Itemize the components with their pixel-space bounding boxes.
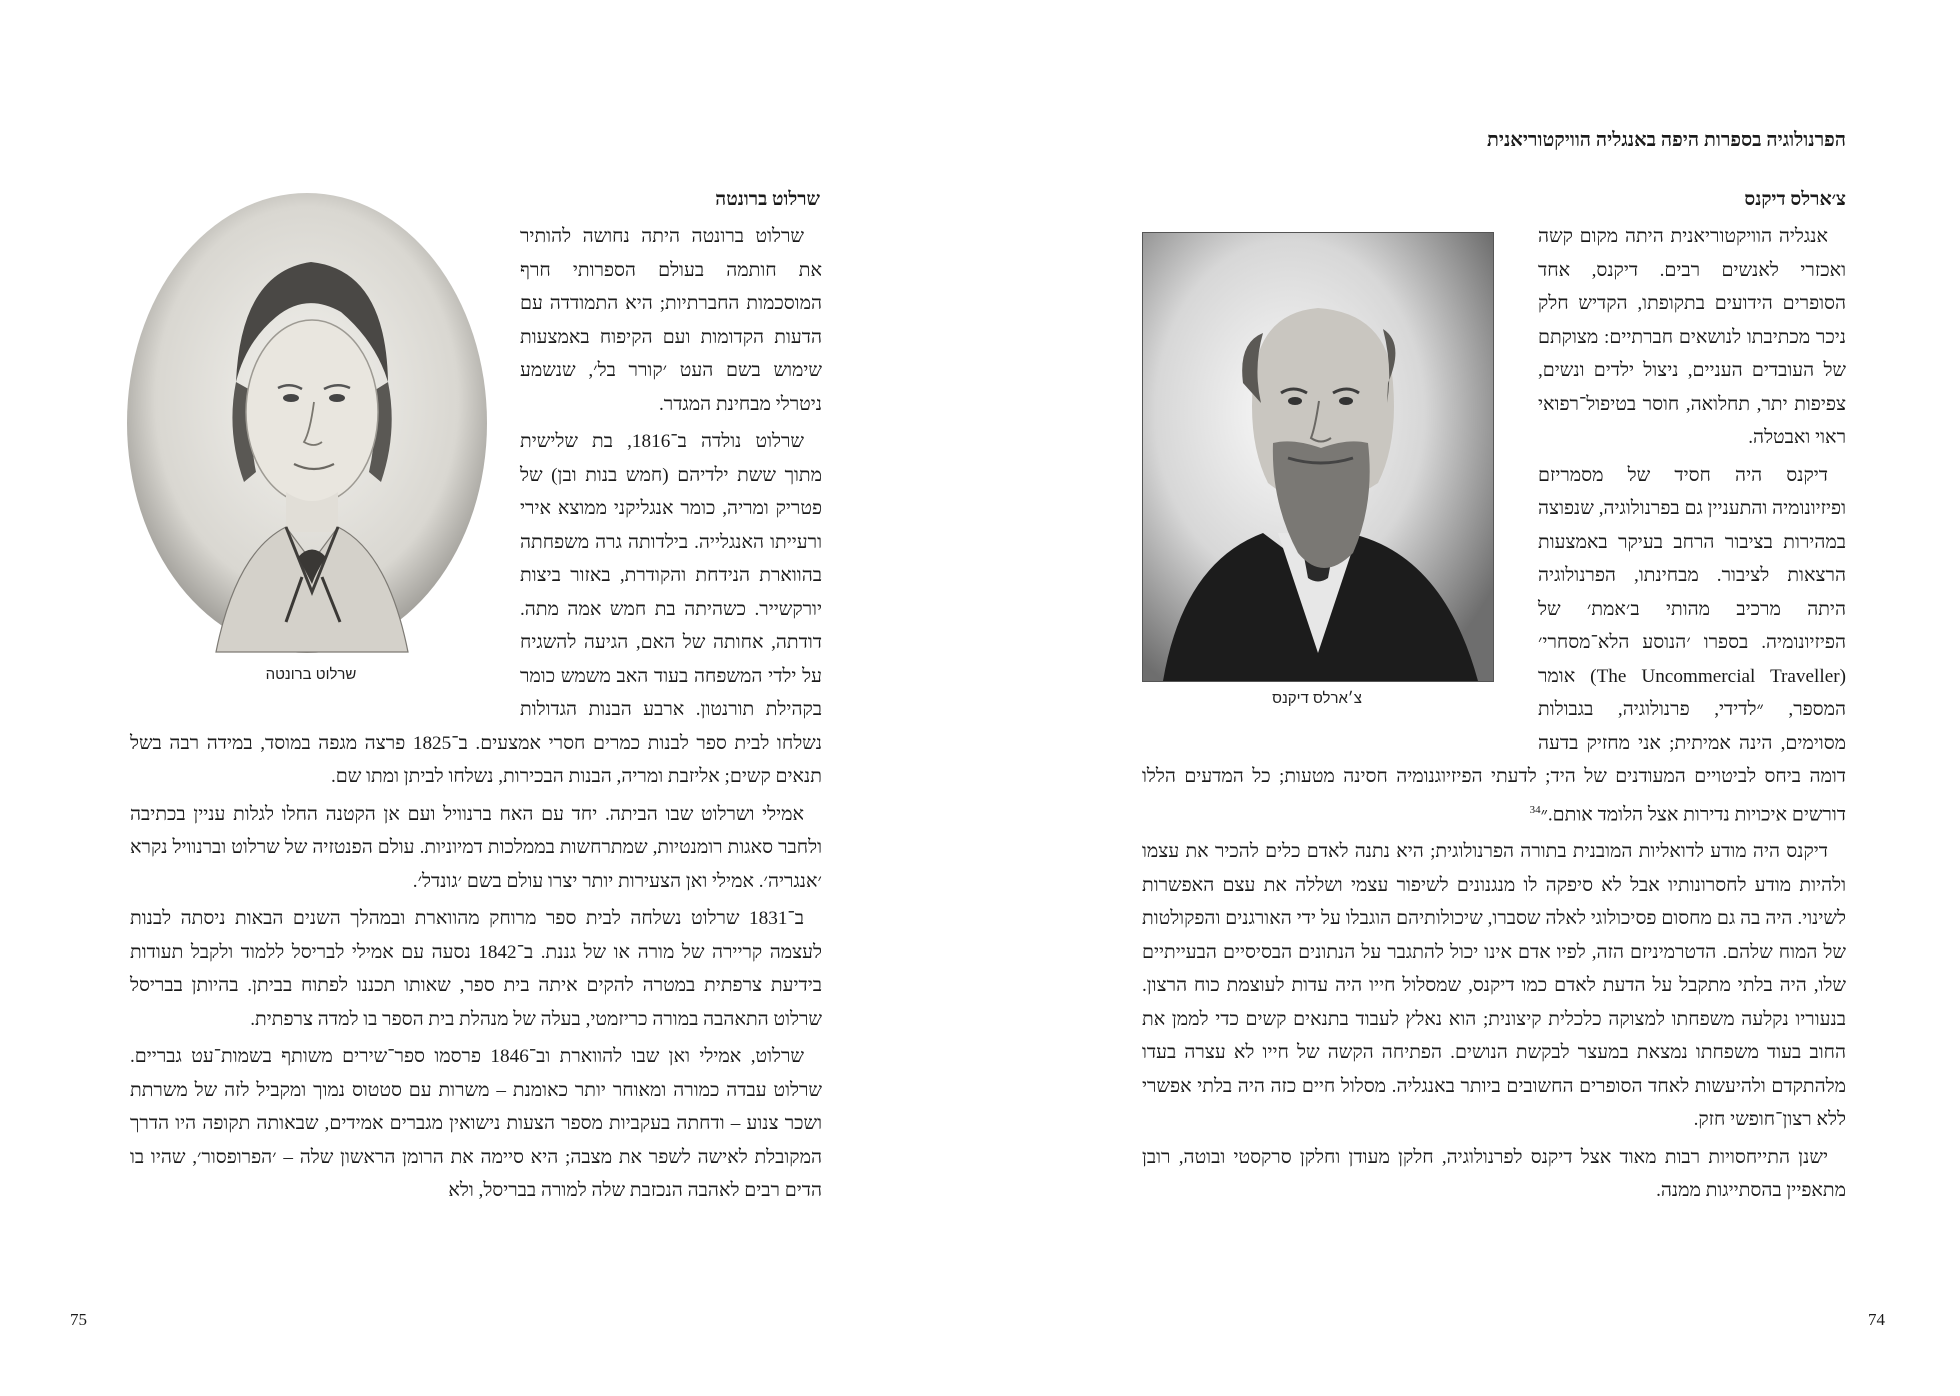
portrait-caption: צ׳ארלס דיקנס bbox=[1272, 690, 1362, 707]
paragraph: ב־1831 שרלוט נשלחה לבית ספר מרוחק מהווארת ובמהלך השנים הבאות ניסתה לבנות לעצמה קריירה של מורה או של גננת. ב־1842 נסעה עם אמילי לבריסל ללמוד ולקבל תעודות בידיעת צרפתית במטרה להקים איתה בית ספר, שאותו תכננו לפתוח בביתן. בהיותן בבריסל שרלוט התאהבה במורה כריזמטי, בעלה של מנהלת בית הספר בו למדה צרפתית. bbox=[130, 908, 822, 1030]
float-spacer bbox=[130, 220, 520, 722]
footnote-reference[interactable]: 34 bbox=[1529, 803, 1541, 816]
page-number: 75 bbox=[70, 1310, 87, 1329]
body-text bbox=[130, 220, 822, 1212]
paragraph: אמילי ושרלוט שבו הביתה. יחד עם האח ברנוויל ועם אן הקטנה החלו לגלות עניין בכתיבה ולחבר סאגות רומנטיות, שמתרחשות בממלכות דמיוניות. עולם הפנטזיה של שרלוט וברנוויל נקרא ׳אנגריה׳. אמילי ואן הצעירות יותר יצרו עולם בשם ׳גונדל׳. bbox=[130, 803, 822, 892]
section-heading: שרלוט ברונטה bbox=[715, 189, 820, 210]
paragraph-text: דיקנס היה חסיד של מסמריזם ופיזיונומיה והתעניין גם בפרנולוגיה, שנפוצה במהירות בציבור הרחב בעיקר באמצעות הרצאות לציבור. מבחינתו, הפרנולוגיה היתה מרכיב מהותי ב׳אמת׳ של הפיזיונומיה. בספרו ׳הנוסע הלא־מסחרי׳ (The Uncommercial Traveller) אומר המספר, ״לדידי, פרנולוגיה, בגבולות מסוימים, הינה אמיתית; אני מחזיק בדעה דומה ביחס לביטויים המעודנים של היד; לדעתי הפיזיוגנומיה חסינה מטעות; כל המדעים הללו דורשים איכויות נדירות אצל הלומד אותם.״ bbox=[1142, 464, 1846, 825]
running-header: הפרנולוגיה בספרות היפה באנגליה הוויקטוריאנית bbox=[1486, 130, 1846, 151]
paragraph: אנגליה הוויקטוריאנית היתה מקום קשה ואכזרי לאנשים רבים. דיקנס, אחד הסופרים הידועים בתקופתו, הקדיש חלק ניכר מכתיבתו לנושאים חברתיים: מצוקתם של העובדים העניים, ניצול ילדים ונשים, צפיפות יתר, תחלואה, חוסר בטיפול־רפואי ראוי ואבטלה. bbox=[1538, 226, 1846, 448]
body-text bbox=[1142, 220, 1846, 1212]
page-number: 74 bbox=[1868, 1310, 1885, 1329]
paragraph: שרלוט ברונטה היתה נחושה להותיר את חותמה בעולם הספרותי חרף המוסכמות החברתיות; היא התמודדה עם הדעות הקדומות ועם הקיפוח באמצעות שימוש בשם העט ׳קורר בל׳, שנשמע ניטרלי מבחינת המגדר. bbox=[520, 226, 822, 415]
right-page bbox=[980, 0, 1960, 1396]
paragraph: דיקנס היה מודע לדואליות המובנית בתורה הפרנולוגית; היא נתנה לאדם כלים להכיר את עצמו ולהיות מודע לחסרונותיו אבל לא סיפקה לו מנגנונים לשיפור עצמי ושללה את עצם האפשרות לשינוי. היה בה גם מחסום פסיכולוגי לאלה שסברו, שיכולותיהם הוגבלו על ידי האורגנים והפקולטות של המוח שלהם. הדטרמיניזם הזה, לפיו אדם אינו יכול להתגבר על הנתונים הבסיסיים הבעייתיים שלו, היה בלתי מתקבל על הדעת לאדם כמו דיקנס, שמסלול חייו היה עדות לעוצמת כוח הרצון. בנעוריו נקלעה משפחתו למצוקה כלכלית קיצונית; הוא נאלץ לעבוד בתנאים קשים כדי לממן את החוב בעוד משפחתו נמצאת במעצר לבקשת הנושים. הפתיחה הקשה של חייו לא עצרה בעדו מלהתקדם ולהיעשות לאחד הסופרים החשובים ביותר באנגליה. מסלול חיים כזה היה בלתי אפשרי ללא רצון־חופשי חזק. bbox=[1142, 841, 1846, 1131]
portrait-caption: שרלוט ברונטה bbox=[265, 666, 357, 683]
paragraph: ישנן התייחסויות רבות מאוד אצל דיקנס לפרנולוגיה, חלקן מעודן וחלקן סרקסטי ובוטה, רובן מתאפיין בהסתייגות ממנה. bbox=[1142, 1146, 1846, 1202]
section-heading: צ׳ארלס דיקנס bbox=[1744, 189, 1846, 210]
paragraph: שרלוט, אמילי ואן שבו להווארת וב־1846 פרסמו ספר־שירים משותף בשמות־עט גבריים. שרלוט עבדה כמורה ומאוחר יותר כאומנת – משרות עם סטטוס נמוך ומקביל לזה של משרתת ושכר צנוע – ודחתה בעקביות מספר הצעות נישואין מגברים אמידים, שבאותה תקופה היו הדרך המקובלת לאישה לשפר את מצבה; היא סיימה את הרומן הראשון שלה – ׳הפרופסור׳, שהיו בו הדים רבים לאהבה הנכזבת שלה למורה בבריסל, ולא bbox=[130, 1046, 822, 1201]
paragraph: שרלוט נולדה ב־1816, בת שלישית מתוך ששת ילדיהם (חמש בנות ובן) של פטריק ומריה, כומר אנגליקני ממוצא אירי ורעייתו האנגלייה. בילדותה גרה משפחתה בהווארת הנידחת והקודרת, באזור ביצות יורקשייר. כשהיתה בת חמש אמה מתה. דודתה, אחותה של האם, הגיעה להשגיח על ילדי המשפחה בעוד האב משמש כומר בקהילת תורנטון. ארבע הבנות הגדולות נשלחו לבית ספר לבנות כמרים חסרי אמצעים. ב־1825 פרצה מגפה במוסד, במידה רבה בשל תנאים קשים; אליזבת ומריה, הבנות הבכירות, נשלחו לביתן ומתו שם. bbox=[130, 431, 822, 787]
float-spacer bbox=[1142, 220, 1538, 732]
